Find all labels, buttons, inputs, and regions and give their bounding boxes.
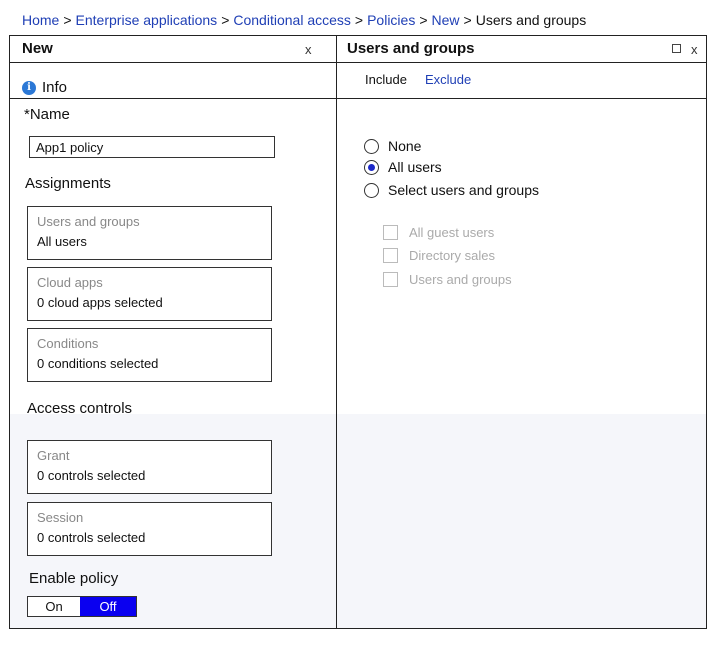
radio-all-users[interactable]	[364, 159, 442, 175]
card-title: Users and groups	[37, 214, 140, 229]
radio-select-users-and-groups[interactable]	[364, 182, 539, 198]
checkbox-users-and-groups	[383, 272, 512, 287]
users-and-groups-pane-title: Users and groups	[347, 40, 475, 57]
info-divider	[10, 98, 337, 99]
breadcrumb-new[interactable]: New	[431, 12, 460, 28]
tab-exclude[interactable]: Exclude	[425, 72, 472, 87]
new-pane-title: New	[22, 40, 53, 57]
access-controls-heading: Access controls	[27, 400, 133, 417]
enable-policy-toggle	[27, 596, 137, 617]
session-card[interactable]	[27, 502, 272, 556]
new-pane-header-divider	[10, 62, 337, 63]
tabs-divider	[336, 98, 706, 99]
blade-frame	[9, 35, 707, 629]
info-label[interactable]: Info	[42, 79, 68, 96]
info-icon[interactable]: i	[22, 81, 36, 95]
maximize-icon[interactable]	[672, 44, 681, 53]
radio-button[interactable]	[364, 139, 379, 154]
assignments-heading: Assignments	[25, 175, 111, 192]
checkbox-disabled	[383, 225, 398, 240]
tab-include[interactable]: Include	[365, 72, 407, 87]
breadcrumb-home[interactable]: Home	[22, 12, 60, 28]
breadcrumb-separator: >	[463, 12, 472, 28]
breadcrumb	[22, 12, 586, 28]
cloud-apps-card[interactable]	[27, 267, 272, 321]
breadcrumb-conditional-access[interactable]: Conditional access	[233, 12, 351, 28]
breadcrumb-policies[interactable]: Policies	[367, 12, 416, 28]
checkbox-all-guest-users	[383, 225, 494, 240]
name-label: *Name	[24, 106, 70, 123]
conditions-card[interactable]	[27, 328, 272, 382]
breadcrumb-separator: >	[354, 12, 364, 28]
breadcrumb-separator: >	[63, 12, 72, 28]
radio-label: All users	[388, 159, 442, 175]
radio-label: None	[388, 138, 422, 154]
checkbox-label: Users and groups	[409, 272, 512, 287]
new-pane-close-button[interactable]: x	[305, 42, 312, 57]
pane-divider	[336, 36, 337, 628]
toggle-on-option[interactable]: On	[28, 597, 80, 616]
card-value: 0 conditions selected	[37, 356, 159, 371]
card-value: All users	[37, 234, 87, 249]
checkbox-directory-sales	[383, 248, 495, 263]
users-and-groups-close-button[interactable]: x	[691, 42, 698, 57]
card-title: Conditions	[37, 336, 99, 351]
card-title: Session	[37, 510, 84, 525]
breadcrumb-separator: >	[221, 12, 230, 28]
checkbox-disabled	[383, 272, 398, 287]
card-value: 0 cloud apps selected	[37, 295, 163, 310]
radio-button[interactable]	[364, 183, 379, 198]
card-value: 0 controls selected	[37, 530, 146, 545]
enable-policy-label: Enable policy	[29, 570, 119, 587]
users-and-groups-card[interactable]	[27, 206, 272, 260]
breadcrumb-enterprise-applications[interactable]: Enterprise applications	[75, 12, 218, 28]
card-title: Grant	[37, 448, 70, 463]
grant-card[interactable]	[27, 440, 272, 494]
checkbox-label: Directory sales	[409, 248, 495, 263]
radio-none[interactable]	[364, 138, 421, 154]
right-pane-header-divider	[336, 62, 706, 63]
checkbox-label: All guest users	[409, 225, 495, 240]
card-value: 0 controls selected	[37, 468, 146, 483]
radio-button-selected[interactable]	[364, 160, 379, 175]
radio-label: Select users and groups	[388, 182, 539, 198]
card-title: Cloud apps	[37, 275, 103, 290]
breadcrumb-current: Users and groups	[475, 12, 587, 28]
toggle-off-option[interactable]: Off	[80, 597, 136, 616]
checkbox-disabled	[383, 248, 398, 263]
breadcrumb-separator: >	[419, 12, 428, 28]
policy-name-input[interactable]	[29, 136, 275, 158]
